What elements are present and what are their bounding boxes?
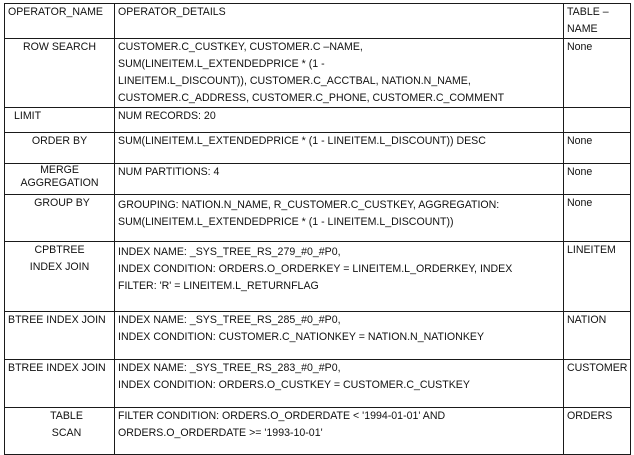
table-row — [5, 360, 631, 408]
operator-name-cell: MERGE AGGREGATION — [5, 164, 115, 195]
table-row — [5, 195, 631, 242]
table-row — [5, 108, 631, 133]
header-row — [5, 4, 631, 39]
operator-name-cell: ROW SEARCH — [5, 39, 115, 108]
operator-details-cell: INDEX NAME: _SYS_TREE_RS_279_#0_#P0, INDEX CONDITION: ORDERS.O_ORDERKEY = LINEITEM.L_ORDERKEY, INDEX FILTER: 'R' = LINEITEM.L_RETURNFLAG — [115, 242, 564, 312]
operator-name-cell: BTREE INDEX JOIN — [5, 312, 115, 360]
table-row — [5, 133, 631, 164]
operator-details-cell: SUM(LINEITEM.L_EXTENDEDPRICE * (1 - LINEITEM.L_DISCOUNT)) DESC — [115, 133, 564, 164]
operator-name-cell: ORDER BY — [5, 133, 115, 164]
table-name-cell: None — [564, 164, 631, 195]
operator-details-cell: INDEX NAME: _SYS_TREE_RS_283_#0_#P0, INDEX CONDITION: ORDERS.O_CUSTKEY = CUSTOMER.C_CUSTKEY — [115, 360, 564, 408]
header-operator-name: OPERATOR_NAME — [5, 4, 115, 39]
table-row — [5, 312, 631, 360]
operator-details-cell: NUM RECORDS: 20 — [115, 108, 564, 133]
table-row — [5, 164, 631, 195]
operator-name-cell: TABLE SCAN — [5, 408, 115, 455]
table-row — [5, 39, 631, 108]
operator-details-cell: INDEX NAME: _SYS_TREE_RS_285_#0_#P0, INDEX CONDITION: CUSTOMER.C_NATIONKEY = NATION.N_NATIONKEY — [115, 312, 564, 360]
table-name-cell: ORDERS — [564, 408, 631, 455]
operator-details-cell: NUM PARTITIONS: 4 — [115, 164, 564, 195]
operator-name-cell: LIMIT — [5, 108, 115, 133]
table-name-cell: None — [564, 195, 631, 242]
header-operator-details: OPERATOR_DETAILS — [115, 4, 564, 39]
table-name-cell: None — [564, 39, 631, 108]
operator-details-cell: CUSTOMER.C_CUSTKEY, CUSTOMER.C –NAME, SUM(LINEITEM.L_EXTENDEDPRICE * (1 - LINEITEM.L_DISCOUNT)), CUSTOMER.C_ACCTBAL, NATION.N_NAME, CUSTOMER.C_ADDRESS, CUSTOMER.C_PHONE, CUSTOMER.C_COMMENT — [115, 39, 564, 108]
operator-name-cell: CPBTREE INDEX JOIN — [5, 242, 115, 312]
operator-details-cell: GROUPING: NATION.N_NAME, R_CUSTOMER.C_CUSTKEY, AGGREGATION: SUM(LINEITEM.L_EXTENDEDPRICE * (1 - LINEITEM.L_DISCOUNT)) — [115, 195, 564, 242]
query-plan-table — [4, 3, 631, 455]
operator-name-cell: GROUP BY — [5, 195, 115, 242]
table-name-cell: CUSTOMER — [564, 360, 631, 408]
table-name-cell — [564, 108, 631, 133]
table-row — [5, 242, 631, 312]
table-row — [5, 408, 631, 455]
table-name-cell: LINEITEM — [564, 242, 631, 312]
table-name-cell: None — [564, 133, 631, 164]
operator-details-cell: FILTER CONDITION: ORDERS.O_ORDERDATE < '1994-01-01' AND ORDERS.O_ORDERDATE >= '1993-10-01' — [115, 408, 564, 455]
operator-name-cell: BTREE INDEX JOIN — [5, 360, 115, 408]
table-name-cell: NATION — [564, 312, 631, 360]
header-table-name: TABLE – NAME — [564, 4, 631, 39]
